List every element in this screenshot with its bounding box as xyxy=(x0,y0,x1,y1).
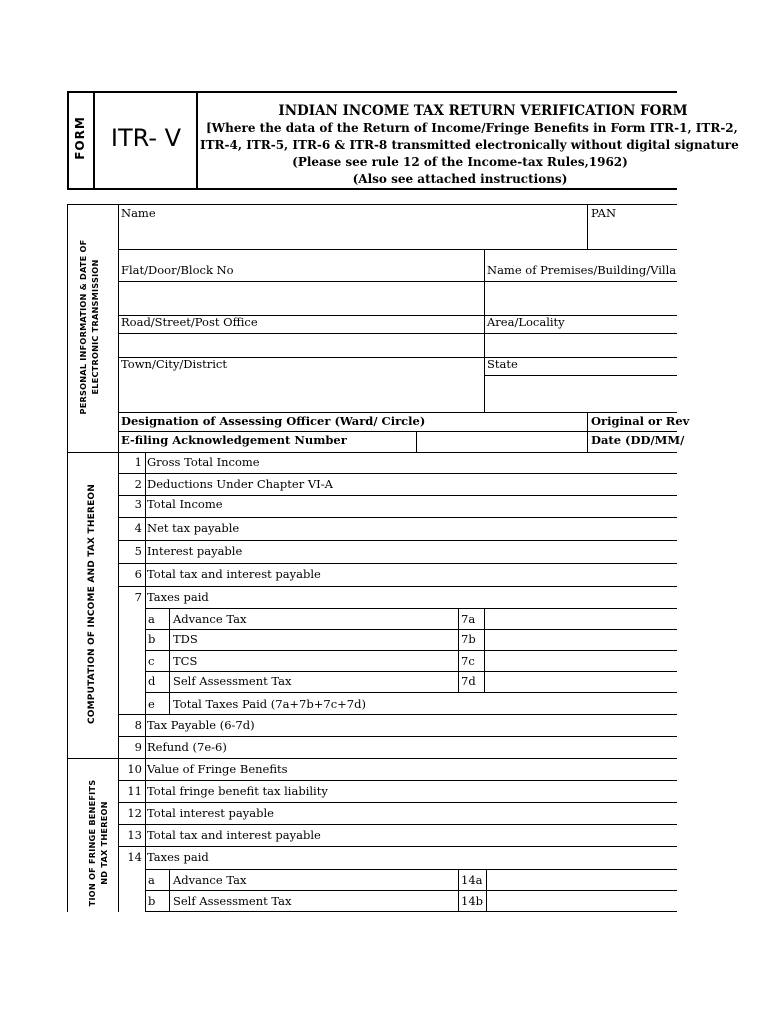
code-14a: 14a xyxy=(461,873,483,887)
form-code: ITR- V xyxy=(110,124,182,152)
number-column-left xyxy=(118,452,119,912)
header-divider-1 xyxy=(93,91,95,190)
row-number: 7 xyxy=(134,590,142,604)
row-line xyxy=(145,671,677,672)
tds-label: TDS xyxy=(173,632,198,646)
fringe-tax-liability-label: Total fringe benefit tax liability xyxy=(147,784,328,798)
form-subtitle-line-1: [Where the data of the Return of Income/Fringe Benefits in Form ITR-1, ITR-2, xyxy=(206,121,738,135)
total-tax-interest-label: Total tax and interest payable xyxy=(147,567,321,581)
code-7d: 7d xyxy=(461,674,476,688)
fringe-section-label-2: ND TAX THEREON xyxy=(99,801,109,885)
address-column-divider xyxy=(484,249,485,412)
row-line xyxy=(118,517,677,518)
fringe-section-label-1: TION OF FRINGE BENEFITS xyxy=(87,779,97,907)
fringe-advance-tax-field[interactable] xyxy=(490,871,674,888)
row-line xyxy=(145,890,677,891)
row-number: 14 xyxy=(127,850,142,864)
header-top-border xyxy=(67,91,677,93)
row-number: 13 xyxy=(127,828,142,842)
tcs-field[interactable] xyxy=(488,652,674,669)
row-number: 6 xyxy=(134,567,142,581)
advance-tax-field[interactable] xyxy=(488,611,674,627)
tds-field[interactable] xyxy=(488,631,674,647)
sub-letter: e xyxy=(148,697,155,711)
efiling-label: E-filing Acknowledgement Number xyxy=(121,433,347,447)
total-taxes-paid-field[interactable] xyxy=(488,695,674,712)
row-line xyxy=(145,692,677,693)
section-top-line xyxy=(67,204,677,205)
pan-field[interactable] xyxy=(591,222,675,246)
sub-letter: c xyxy=(148,654,155,668)
row-number: 12 xyxy=(127,806,142,820)
header-left-border xyxy=(67,91,69,190)
row-number: 4 xyxy=(134,521,142,535)
fringe-self-assessment-label: Self Assessment Tax xyxy=(173,894,292,908)
row-line xyxy=(118,780,677,781)
self-assessment-tax-field[interactable] xyxy=(488,673,674,690)
outer-left-border xyxy=(67,204,68,912)
flat-label: Flat/Door/Block No xyxy=(121,263,234,277)
sub-letter: a xyxy=(148,612,155,626)
row-line xyxy=(118,802,677,803)
fringe-total-label: Total tax and interest payable xyxy=(147,828,321,842)
form-rule-note: (Please see rule 12 of the Income-tax Rules,1962) xyxy=(292,155,628,169)
form-instructions-note: (Also see attached instructions) xyxy=(352,172,568,186)
advance-tax-label: Advance Tax xyxy=(173,612,247,626)
ao-label: Designation of Assessing Officer (Ward/ Circle) xyxy=(121,414,426,428)
row-line xyxy=(145,629,677,630)
computation-section-label: COMPUTATION OF INCOME AND TAX THEREON xyxy=(87,484,97,724)
row-number: 8 xyxy=(134,718,142,732)
area-field[interactable] xyxy=(488,335,674,355)
sub-letter: a xyxy=(148,873,155,887)
code-14b: 14b xyxy=(461,894,483,908)
form-title: INDIAN INCOME TAX RETURN VERIFICATION FORM xyxy=(278,103,688,119)
row-line xyxy=(118,540,677,541)
premises-field[interactable] xyxy=(488,284,674,312)
row-line xyxy=(118,249,677,250)
road-label: Road/Street/Post Office xyxy=(121,315,258,329)
town-label: Town/City/District xyxy=(121,357,227,371)
row-line xyxy=(118,563,677,564)
row-line xyxy=(145,911,677,912)
gross-total-income-label: Gross Total Income xyxy=(147,455,260,469)
taxes-paid-label: Taxes paid xyxy=(147,590,209,604)
flat-field[interactable] xyxy=(122,284,480,312)
total-income-label: Total Income xyxy=(147,497,223,511)
number-column-right xyxy=(145,452,146,912)
self-assessment-tax-label: Self Assessment Tax xyxy=(173,674,292,688)
ao-divider xyxy=(587,412,588,452)
sub-letter-divider xyxy=(169,608,170,714)
refund-label: Refund (7e-6) xyxy=(147,740,227,754)
row-line xyxy=(118,333,677,334)
form-subtitle-line-2: ITR-4, ITR-5, ITR-6 & ITR-8 transmitted electronically without digital signature xyxy=(200,138,739,152)
fringe-interest-label: Total interest payable xyxy=(147,806,274,820)
row-number: 11 xyxy=(127,784,142,798)
name-field[interactable] xyxy=(122,222,584,246)
row-line xyxy=(145,869,677,870)
row-line xyxy=(145,650,677,651)
area-label: Area/Locality xyxy=(487,315,565,329)
row-line xyxy=(118,586,677,587)
sub-letter: b xyxy=(148,632,156,646)
tax-payable-label: Tax Payable (6-7d) xyxy=(147,718,255,732)
name-label: Name xyxy=(121,206,156,220)
total-taxes-paid-label: Total Taxes Paid (7a+7b+7c+7d) xyxy=(173,697,366,711)
row-number: 3 xyxy=(134,497,142,511)
fringe-value-label: Value of Fringe Benefits xyxy=(147,762,288,776)
state-label: State xyxy=(487,357,518,371)
row-number: 2 xyxy=(134,477,142,491)
row-line xyxy=(118,431,677,432)
deductions-label: Deductions Under Chapter VI-A xyxy=(147,477,333,491)
pan-divider xyxy=(587,204,588,249)
row-line xyxy=(484,375,677,376)
date-label: Date (DD/MM/ xyxy=(591,433,685,447)
row-line xyxy=(118,824,677,825)
row-line xyxy=(118,412,677,413)
form-label: FORM xyxy=(73,116,87,160)
fringe-taxes-paid-label: Taxes paid xyxy=(147,850,209,864)
sub-letter: d xyxy=(148,674,156,688)
section-divider xyxy=(67,452,677,453)
town-field[interactable] xyxy=(122,376,480,408)
interest-payable-label: Interest payable xyxy=(147,544,243,558)
net-tax-payable-label: Net tax payable xyxy=(147,521,240,535)
personal-section-label-2: ELECTRONIC TRANSMISSION xyxy=(90,259,100,395)
section-divider xyxy=(67,758,677,759)
state-field[interactable] xyxy=(488,378,674,408)
sub-letter: b xyxy=(148,894,156,908)
efiling-field[interactable] xyxy=(420,433,583,450)
row-line xyxy=(118,495,677,496)
row-line xyxy=(118,714,677,715)
code-7b: 7b xyxy=(461,632,476,646)
row-line xyxy=(145,608,677,609)
personal-section-label-1: PERSONAL INFORMATION & DATE OF xyxy=(78,239,88,415)
original-label: Original or Rev xyxy=(591,414,690,428)
pan-label: PAN xyxy=(591,206,617,220)
row-line xyxy=(118,846,677,847)
row-line xyxy=(118,736,677,737)
code-7c: 7c xyxy=(461,654,475,668)
row-line xyxy=(118,281,677,282)
personal-inner-left-border xyxy=(118,204,119,452)
row-line xyxy=(118,473,677,474)
row-number: 10 xyxy=(127,762,142,776)
efiling-divider xyxy=(416,431,417,452)
road-field[interactable] xyxy=(122,335,480,355)
code-7a: 7a xyxy=(461,612,476,626)
premises-label: Name of Premises/Building/Villa xyxy=(487,263,677,277)
tcs-label: TCS xyxy=(173,654,198,668)
row-number: 5 xyxy=(134,544,142,558)
row-number: 9 xyxy=(134,740,142,754)
row-number: 1 xyxy=(134,455,142,469)
header-bottom-border xyxy=(67,188,677,190)
fringe-self-assessment-field[interactable] xyxy=(490,892,674,909)
fringe-advance-tax-label: Advance Tax xyxy=(173,873,247,887)
